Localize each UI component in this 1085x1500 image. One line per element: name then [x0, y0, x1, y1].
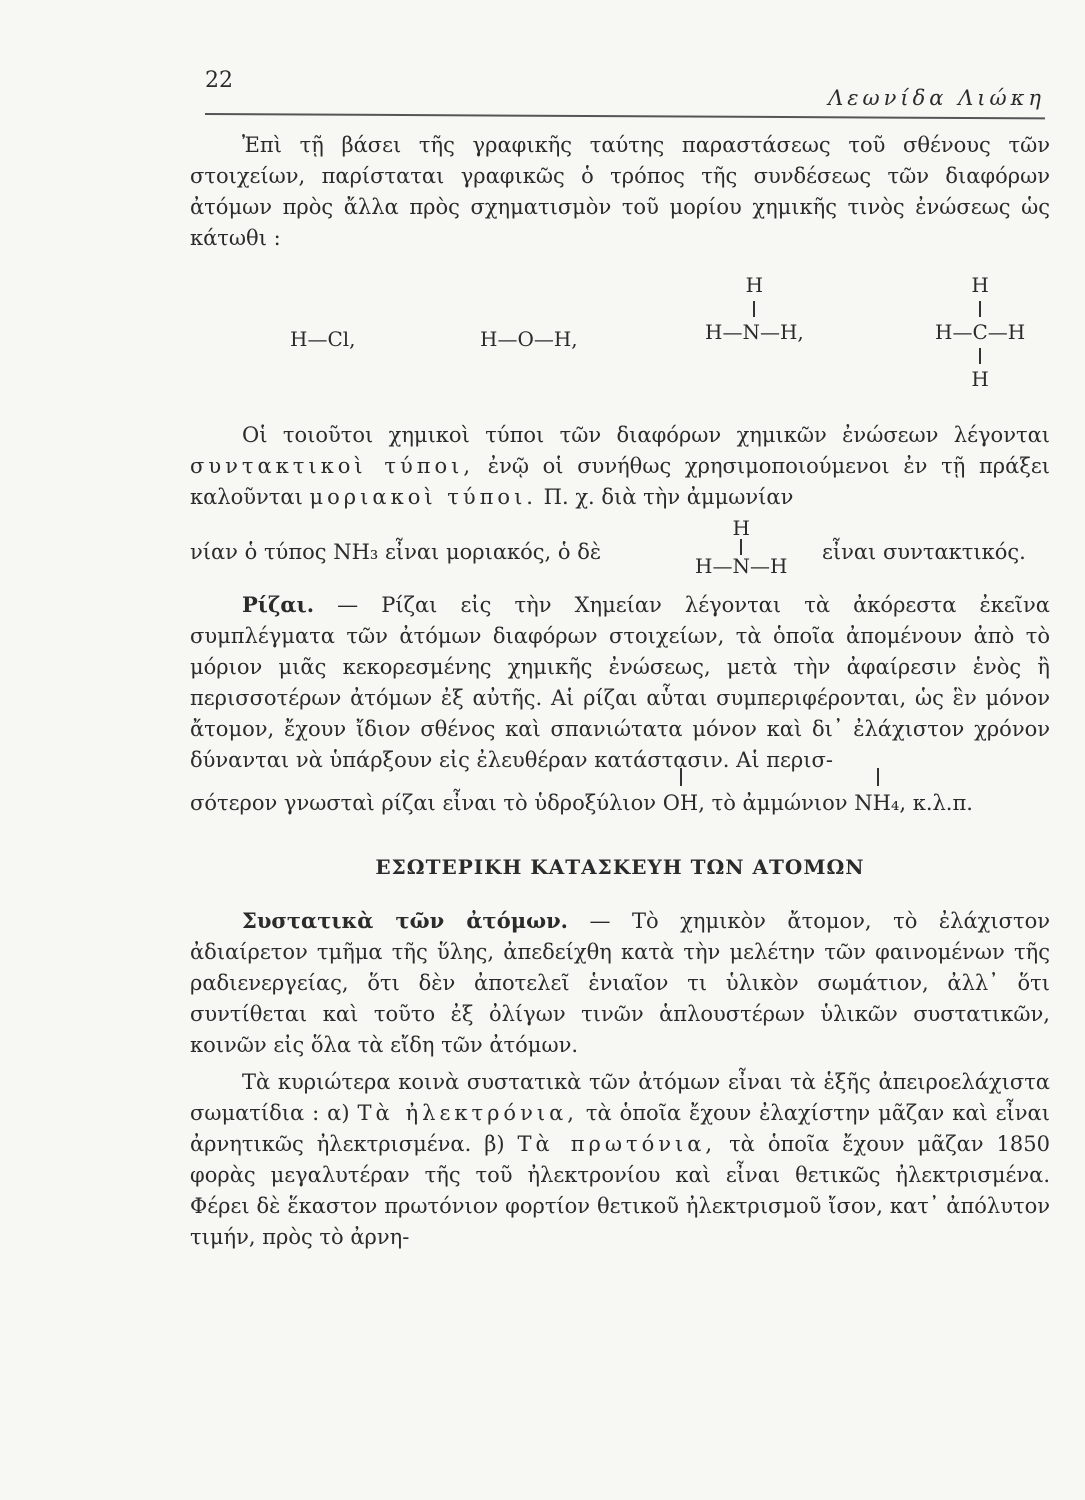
section-title: ΕΣΩΤΕΡΙΚΗ ΚΑΤΑΣΚΕΥΗ ΤΩΝ ΑΤΟΜΩΝ	[375, 855, 865, 879]
p2-text-c: ἐνῷ οἱ συνήθως χρησιμοποιούμενοι ἐν τῇ πράξει καλοῦνται	[190, 454, 1051, 509]
paragraph-6	[190, 1067, 1050, 1253]
p6-text-e: τὰ ὁποῖα ἔχουν μᾶζαν 1850 φορὰς μεγαλυτέραν τῆς τοῦ ἠλεκτρονίου καὶ εἶναι θετικῶς ἠλεκτρισμένα. Φέρει δὲ ἕκαστον πρωτόνιον φορτίον θετικοῦ ἠλεκτρισμοῦ ἴσον, κατ᾽ ἀπόλυτον τιμήν, πρὸς τὸ ἀρνη-	[190, 1132, 1050, 1249]
p4-end-b: , τὸ ἀμμώνιον	[698, 791, 848, 815]
term-protons: Τὰ πρωτόνια,	[517, 1132, 717, 1156]
radicals-example-text	[190, 788, 973, 819]
ammonia-top-atom: H	[745, 273, 764, 297]
paragraph-1: Ἐπὶ τῇ βάσει τῆς γραφικῆς ταύτης παραστάσεως τοῦ σθένους τῶν στοιχείων, παρίσταται γραφικῶς ὁ τρόπος τῆς συνδέσεως τῶν διαφόρων ἀτόμων πρὸς ἄλλα πρὸς σχηματισμὸν τοῦ μορίου χημικῆς τινὸς ἐνώσεως ὡς κάτωθι :	[190, 133, 1050, 250]
methane-bottom-atom: H	[971, 367, 989, 391]
p3-right: εἶναι συντακτικός.	[822, 540, 1026, 564]
structural-formulas	[190, 266, 1050, 416]
formula-ammonia	[705, 270, 804, 348]
inline-main: H—N—H	[695, 554, 788, 578]
formula-methane	[935, 270, 1025, 395]
p6-text-a: Τὰ κυριώτερα κοινὰ συστατικὰ τῶν ἀτόμων εἶναι τὰ ἑξῆς ἀπειροελάχιστα σωματίδια : α)	[190, 1070, 1050, 1125]
term-syntactic-formulas: συντακτικοὶ τύποι,	[190, 454, 475, 478]
ammonia-main: H—N—H,	[705, 320, 804, 344]
methane-bond-top	[979, 301, 981, 317]
p2-text-e: Π. χ. διὰ τὴν ἀμμωνίαν	[543, 485, 794, 509]
methane-main: H—C—H	[935, 320, 1026, 344]
p4-end-c: , κ.λ.π.	[899, 791, 973, 815]
inline-top-atom: H	[732, 516, 750, 540]
paragraph-5	[190, 905, 1050, 1061]
ammonia-bond	[753, 301, 755, 317]
inline-bond	[740, 539, 742, 555]
formula-hcl: H—Cl,	[290, 327, 356, 351]
formula-water: H—O—H,	[480, 327, 578, 351]
radicals-heading: Ρίζαι.	[242, 592, 315, 617]
header-rule	[205, 113, 1045, 119]
inline-ammonia-formula	[695, 517, 787, 577]
paragraph-2	[190, 420, 1050, 513]
ammonia-example	[190, 516, 1050, 589]
page-header	[205, 68, 1045, 128]
p6-text-c: τὰ ὁποῖα ἔχουν ἐλαχίστην μᾶζαν καὶ εἶναι ἀρνητικῶς ἠλεκτρισμένα. β)	[190, 1101, 1050, 1156]
methane-top-atom: H	[971, 273, 989, 297]
running-title: Λεωνίδα Λιώκη	[828, 86, 1045, 110]
term-molecular-formulas: μοριακοὶ τύποι.	[309, 485, 537, 509]
p4-end-a: σότερον γνωσταὶ ρίζαι εἶναι τὸ ὑδροξύλιον	[190, 791, 657, 815]
radicals-example-line	[190, 776, 1050, 826]
p3-left: νίαν ὁ τύπος NH₃ εἶναι μοριακός, ὁ δὲ	[190, 540, 602, 564]
paragraph-4	[190, 589, 1050, 776]
p4-text: — Ρίζαι εἰς τὴν Χημείαν λέγονται τὰ ἀκόρεστα ἐκεῖνα συμπλέγματα τῶν ἀτόμων διαφόρων στοιχείων, τὰ ὁποῖα ἀπομένουν ἀπὸ τὸ μόριον μιᾶς κεκορεσμένης χημικῆς ἐνώσεως, μετὰ τὴν ἀφαίρεσιν ἑνὸς ἢ περισσοτέρων ἀτόμων ἐξ αὐτῆς. Αἱ ρίζαι αὗται συμπεριφέρονται, ὡς ἓν μόνον ἄτομον, ἔχουν ἴδιον σθένος καὶ σπανιώτατα μόνον καὶ δι᾽ ἐλάχιστον χρόνον δύνανται νὰ ὑπάρξουν εἰς ἐλευθέραν κατάστασιν. Αἱ περισ-	[190, 593, 1050, 772]
ammonium-radical: NH₄	[854, 788, 899, 819]
page-number: 22	[205, 68, 233, 93]
term-electrons: Τὰ ἠλεκτρόνια,	[357, 1101, 578, 1125]
page-body	[190, 130, 1050, 1253]
constituents-heading: Συστατικὰ τῶν ἀτόμων.	[242, 908, 568, 933]
hydroxyl-radical: OH	[663, 788, 699, 819]
p5-text: — Τὸ χημικὸν ἄτομον, τὸ ἐλάχιστον ἀδιαίρετον τμῆμα τῆς ὕλης, ἀπεδείχθη κατὰ τὴν μελέτην τῶν φαινομένων τῆς ραδιενεργείας, ὅτι δὲν ἀποτελεῖ ἑνιαῖον τι ὑλικὸν σωμάτιον, ἀλλ᾽ ὅτι συντίθεται καὶ τοῦτο ἐξ ὀλίγων τινῶν ἁπλουστέρων ὑλικῶν συστατικῶν, κοινῶν εἰς ὅλα τὰ εἴδη τῶν ἀτόμων.	[190, 909, 1050, 1057]
methane-bond-bottom	[979, 348, 981, 364]
p2-text-a: Οἱ τοιοῦτοι χημικοὶ τύποι τῶν διαφόρων χημικῶν ἐνώσεων λέγονται	[242, 423, 1050, 447]
